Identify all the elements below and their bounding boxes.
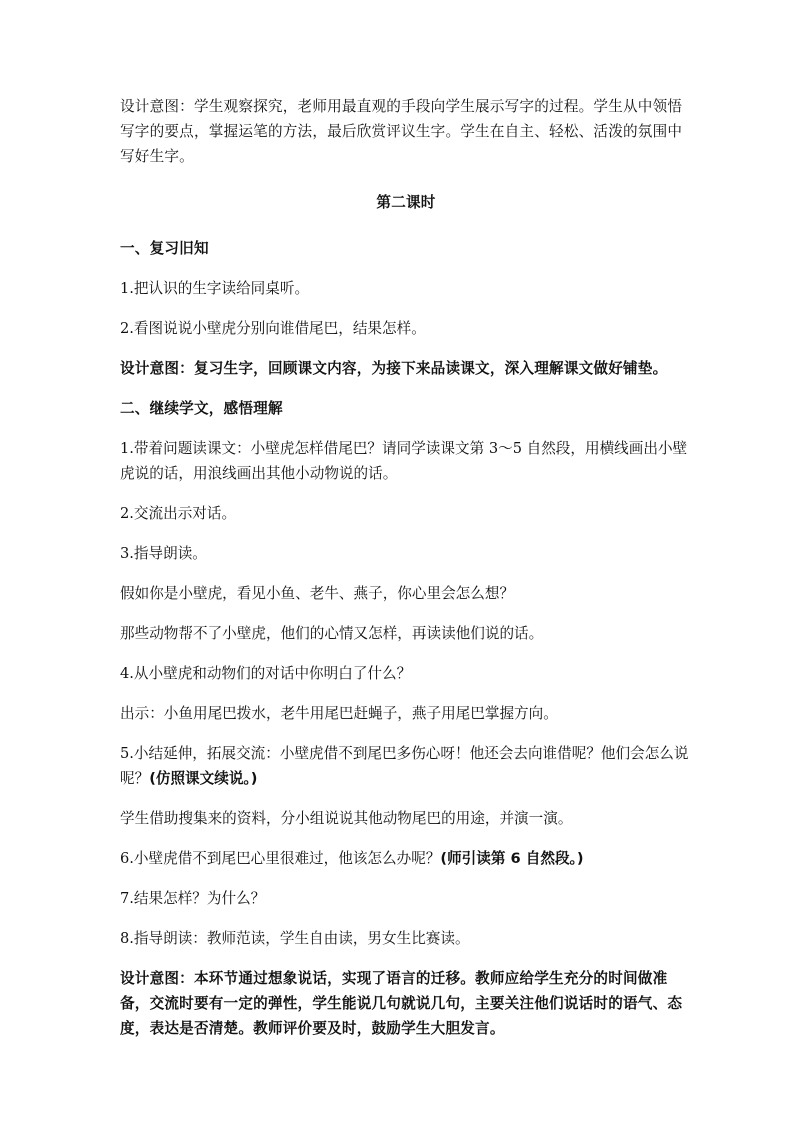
design-intent-paragraph-2: 设计意图：复习生字，回顾课文内容，为接下来品读课文，深入理解课文做好铺垫。: [120, 360, 668, 377]
learning-item-5: [120, 741, 692, 791]
design-intent-paragraph-3: 设计意图：本环节通过想象说话，实现了语言的迁移。教师应给学生充分的时间做准备，交流时要有一定的弹性，学生能说几句就说几句，主要关注他们说话时的语气、态度，表达是否清楚。教师评价要及时，鼓励学生大胆发言。: [120, 970, 683, 1037]
learning-item-4: 4.从小壁虎和动物们的对话中你明白了什么？: [120, 665, 412, 682]
learning-item-2: 2.交流出示对话。: [120, 505, 237, 522]
learning-item-3: 3.指导朗读。: [120, 545, 207, 562]
design-intent-paragraph-1: 设计意图：学生观察探究，老师用最直观的手段向学生展示写字的过程。学生从中领悟写字的要点，掌握运笔的方法，最后欣赏评议生字。学生在自主、轻松、活泼的氛围中写好生字。: [120, 98, 683, 165]
learning-item-8: 8.指导朗读：教师范读，学生自由读，男女生比赛读。: [120, 930, 470, 947]
suppose-paragraph: 假如你是小壁虎，看见小鱼、老牛、燕子，你心里会怎么想？: [120, 585, 515, 602]
lesson-title: 第二课时: [376, 194, 436, 211]
students-paragraph: 学生借助搜集来的资料，分小组说说其他动物尾巴的用途，并演一演。: [120, 810, 573, 827]
learning-item-5-text: 5.小结延伸，拓展交流：小壁虎借不到尾巴多伤心呀！他还会去向谁借呢？他们会怎么说呢？: [120, 745, 689, 787]
learning-item-6: [120, 846, 692, 871]
learning-item-7: 7.结果怎样？为什么？: [120, 890, 266, 907]
animals-paragraph: 那些动物帮不了小壁虎，他们的心情又怎样，再读读他们说的话。: [120, 625, 544, 642]
section-1-heading: 一、复习旧知: [120, 240, 209, 257]
review-item-2: 2.看图说说小壁虎分别向谁借尾巴，结果怎样。: [120, 320, 426, 337]
section-2-heading: 二、继续学文，感悟理解: [120, 400, 283, 417]
review-item-1: 1.把认识的生字读给同桌听。: [120, 280, 310, 297]
learning-item-6-note: (师引读第 6 自然段。): [440, 850, 584, 867]
learning-item-1: 1.带着问题读课文：小壁虎怎样借尾巴？请同学读课文第 3～5 自然段，用横线画出小壁虎说的话，用浪线画出其他小动物说的话。: [120, 440, 688, 482]
show-paragraph: 出示：小鱼用尾巴拨水，老牛用尾巴赶蝇子，燕子用尾巴掌握方向。: [120, 705, 558, 722]
learning-item-6-text: 6.小壁虎借不到尾巴心里很难过，他该怎么办呢？: [120, 850, 441, 867]
document-page: [120, 94, 692, 1041]
learning-item-5-note: (仿照课文续说。): [149, 770, 258, 787]
